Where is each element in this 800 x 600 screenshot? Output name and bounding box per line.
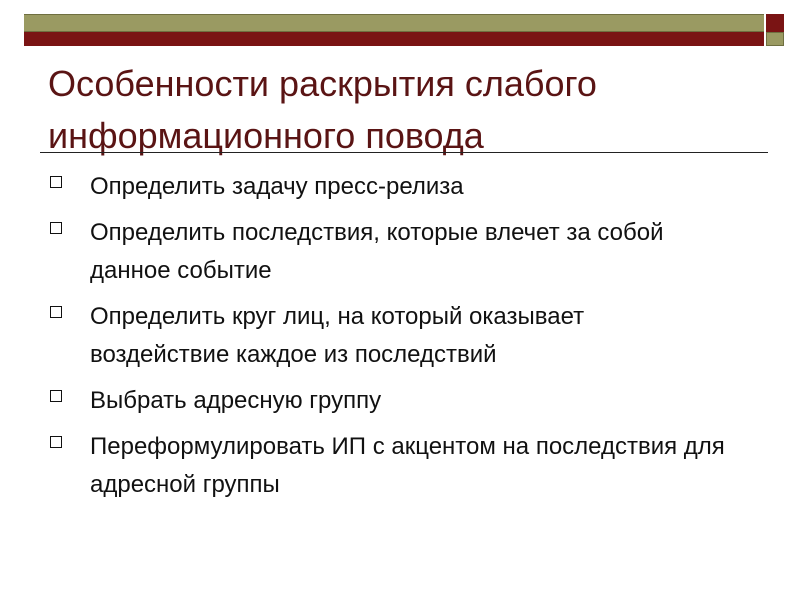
hollow-square-icon [50,306,62,318]
bullet-list [48,168,728,512]
bullet-text: Определить задачу пресс-релиза [90,173,464,200]
bullet-item [48,428,728,504]
bullet-item [48,214,728,290]
bullet-item [48,168,728,206]
hollow-square-icon [50,436,62,448]
header-olive-square [766,32,784,46]
header-maroon-square [766,14,784,32]
bullet-item [48,298,728,374]
header-olive-bar [24,14,764,32]
hollow-square-icon [50,222,62,234]
bullet-text: Переформулировать ИП с акцентом на последствия для адресной группы [90,433,725,498]
bullet-text: Выбрать адресную группу [90,387,382,414]
title-divider [40,152,768,153]
bullet-text: Определить круг лиц, на который оказывает воздействие каждое из последствий [90,303,585,368]
bullet-text: Определить последствия, которые влечет за собой данное событие [90,219,664,284]
hollow-square-icon [50,176,62,188]
hollow-square-icon [50,390,62,402]
header-maroon-bar [24,32,764,46]
slide-title: Особенности раскрытия слабого информационного повода [48,63,597,156]
bullet-item [48,382,728,420]
